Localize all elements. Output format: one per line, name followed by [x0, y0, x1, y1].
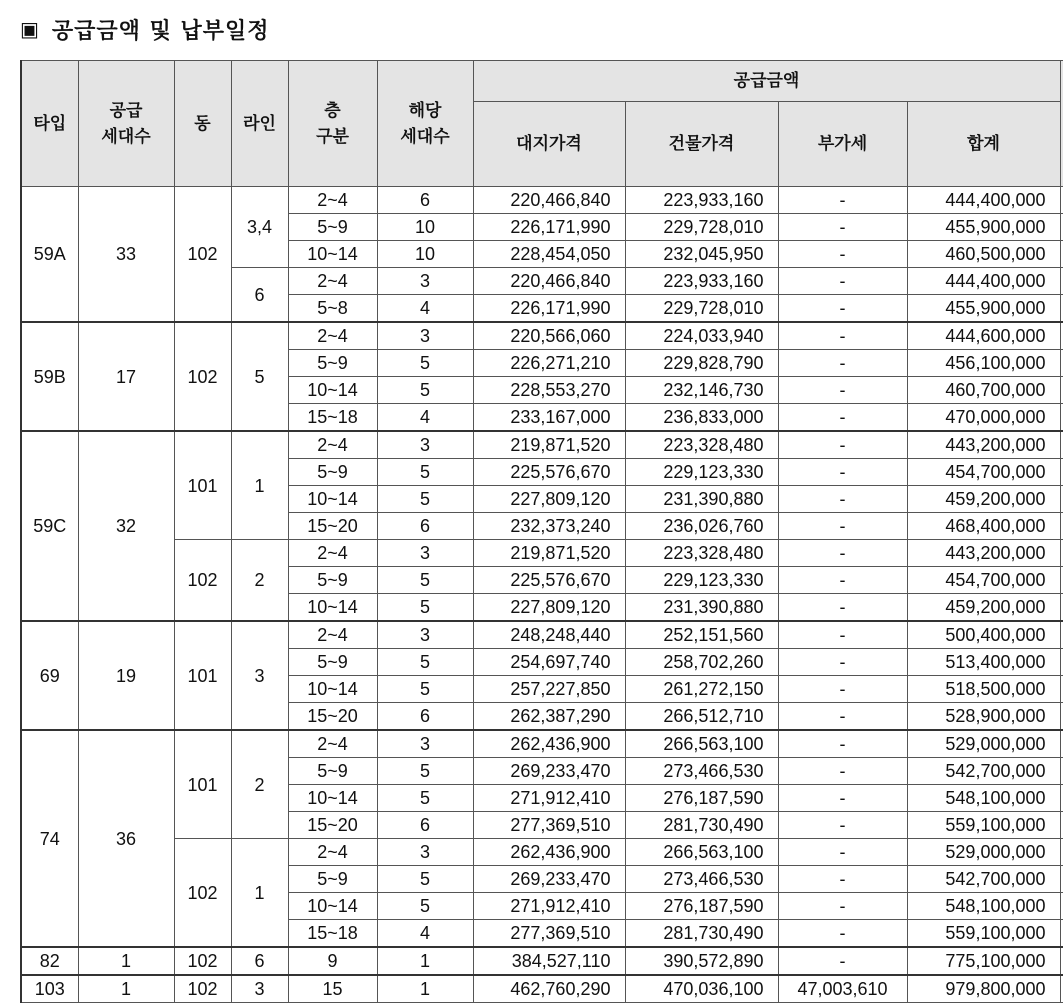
cell-land: 226,171,990 — [473, 295, 625, 323]
cell-households: 1 — [78, 947, 174, 975]
cell-units: 1 — [377, 947, 473, 975]
cell-bldg-price: 266,563,100 — [625, 839, 778, 866]
cell-vat: - — [778, 268, 907, 295]
cell-units: 5 — [377, 350, 473, 377]
cell-land: 227,809,120 — [473, 594, 625, 622]
cell-floor: 5~9 — [288, 567, 377, 594]
cell-floor: 15 — [288, 975, 377, 1003]
cell-units: 1 — [377, 975, 473, 1003]
cell-land: 257,227,850 — [473, 676, 625, 703]
cell-total: 548,100,000 — [907, 893, 1060, 920]
cell-type: 82 — [21, 947, 78, 975]
cell-vat: - — [778, 920, 907, 948]
table-row — [21, 975, 1063, 1003]
cell-total: 459,200,000 — [907, 594, 1060, 622]
cell-bldg-price: 276,187,590 — [625, 893, 778, 920]
cell-floor: 5~9 — [288, 459, 377, 486]
cell-bldg-price: 258,702,260 — [625, 649, 778, 676]
cell-floor: 15~20 — [288, 513, 377, 540]
cell-floor: 5~8 — [288, 295, 377, 323]
cell-vat: - — [778, 404, 907, 432]
cell-total: 444,400,000 — [907, 187, 1060, 214]
cell-land: 248,248,440 — [473, 621, 625, 649]
cell-line: 1 — [231, 839, 288, 948]
cell-land: 262,387,290 — [473, 703, 625, 731]
header-vat: 부가세 — [778, 102, 907, 187]
cell-bldg-price: 223,933,160 — [625, 268, 778, 295]
cell-vat: - — [778, 730, 907, 758]
cell-households: 32 — [78, 431, 174, 621]
cell-vat: - — [778, 241, 907, 268]
cell-land: 220,566,060 — [473, 322, 625, 350]
cell-total: 518,500,000 — [907, 676, 1060, 703]
header-building: 동 — [174, 61, 231, 187]
cell-floor: 10~14 — [288, 676, 377, 703]
cell-vat: - — [778, 567, 907, 594]
cell-units: 6 — [377, 703, 473, 731]
cell-vat: - — [778, 866, 907, 893]
cell-total: 542,700,000 — [907, 758, 1060, 785]
cell-units: 5 — [377, 893, 473, 920]
cell-units: 5 — [377, 567, 473, 594]
cell-bldg-price: 470,036,100 — [625, 975, 778, 1003]
cell-vat: - — [778, 187, 907, 214]
cell-bldg-price: 281,730,490 — [625, 920, 778, 948]
cell-bldg-price: 232,045,950 — [625, 241, 778, 268]
header-line: 라인 — [231, 61, 288, 187]
cell-floor: 5~9 — [288, 649, 377, 676]
cell-bldg-price: 231,390,880 — [625, 486, 778, 513]
cell-land: 277,369,510 — [473, 812, 625, 839]
cell-bldg-price: 224,033,940 — [625, 322, 778, 350]
header-units: 해당 세대수 — [377, 61, 473, 187]
cell-vat: - — [778, 676, 907, 703]
cell-land: 384,527,110 — [473, 947, 625, 975]
cell-vat: - — [778, 540, 907, 567]
cell-units: 5 — [377, 785, 473, 812]
cell-units: 6 — [377, 513, 473, 540]
cell-land: 219,871,520 — [473, 431, 625, 459]
cell-total: 528,900,000 — [907, 703, 1060, 731]
cell-type: 69 — [21, 621, 78, 730]
cell-floor: 10~14 — [288, 893, 377, 920]
cell-land: 254,697,740 — [473, 649, 625, 676]
cell-bldg-price: 390,572,890 — [625, 947, 778, 975]
cell-floor: 10~14 — [288, 377, 377, 404]
cell-bldg-price: 273,466,530 — [625, 758, 778, 785]
cell-bldg-price: 223,328,480 — [625, 540, 778, 567]
cell-units: 10 — [377, 241, 473, 268]
table-row — [21, 730, 1063, 758]
cell-total: 460,500,000 — [907, 241, 1060, 268]
cell-total: 542,700,000 — [907, 866, 1060, 893]
cell-bldg-price: 223,933,160 — [625, 187, 778, 214]
section-heading — [20, 12, 270, 46]
cell-vat: - — [778, 214, 907, 241]
cell-households: 17 — [78, 322, 174, 431]
cell-bldg-price: 232,146,730 — [625, 377, 778, 404]
header-bldg-price: 건물가격 — [625, 102, 778, 187]
cell-line: 1 — [231, 431, 288, 540]
cell-bldg-price: 281,730,490 — [625, 812, 778, 839]
cell-type: 103 — [21, 975, 78, 1003]
header-total: 합계 — [907, 102, 1060, 187]
cell-land: 271,912,410 — [473, 893, 625, 920]
cell-vat: - — [778, 513, 907, 540]
cell-bldg-price: 236,026,760 — [625, 513, 778, 540]
cell-households: 36 — [78, 730, 174, 947]
cell-units: 3 — [377, 730, 473, 758]
cell-building: 102 — [174, 187, 231, 323]
cell-units: 6 — [377, 187, 473, 214]
cell-land: 226,271,210 — [473, 350, 625, 377]
cell-bldg-price: 252,151,560 — [625, 621, 778, 649]
cell-households: 1 — [78, 975, 174, 1003]
cell-units: 3 — [377, 431, 473, 459]
cell-floor: 10~14 — [288, 241, 377, 268]
cell-units: 5 — [377, 866, 473, 893]
cell-total: 444,600,000 — [907, 322, 1060, 350]
cell-floor: 2~4 — [288, 839, 377, 866]
cell-units: 3 — [377, 268, 473, 295]
cell-bldg-price: 236,833,000 — [625, 404, 778, 432]
cell-bldg-price: 231,390,880 — [625, 594, 778, 622]
table-row — [21, 322, 1063, 350]
cell-total: 454,700,000 — [907, 459, 1060, 486]
cell-units: 4 — [377, 920, 473, 948]
cell-land: 228,454,050 — [473, 241, 625, 268]
cell-units: 5 — [377, 649, 473, 676]
cell-land: 277,369,510 — [473, 920, 625, 948]
cell-floor: 5~9 — [288, 214, 377, 241]
cell-land: 228,553,270 — [473, 377, 625, 404]
cell-land: 269,233,470 — [473, 866, 625, 893]
cell-line: 5 — [231, 322, 288, 431]
cell-total: 455,900,000 — [907, 214, 1060, 241]
cell-vat: - — [778, 486, 907, 513]
cell-vat: - — [778, 947, 907, 975]
cell-building: 102 — [174, 839, 231, 948]
cell-units: 5 — [377, 676, 473, 703]
table-row — [21, 621, 1063, 649]
cell-floor: 5~9 — [288, 758, 377, 785]
supply-price-table — [20, 60, 1063, 1003]
cell-land: 220,466,840 — [473, 187, 625, 214]
cell-land: 225,576,670 — [473, 567, 625, 594]
cell-floor: 15~20 — [288, 812, 377, 839]
cell-total: 443,200,000 — [907, 431, 1060, 459]
cell-type: 74 — [21, 730, 78, 947]
cell-floor: 2~4 — [288, 621, 377, 649]
cell-line: 3,4 — [231, 187, 288, 268]
cell-bldg-price: 261,272,150 — [625, 676, 778, 703]
cell-vat: - — [778, 621, 907, 649]
cell-total: 468,400,000 — [907, 513, 1060, 540]
cell-bldg-price: 266,512,710 — [625, 703, 778, 731]
cell-bldg-price: 229,728,010 — [625, 295, 778, 323]
section-title: 공급금액 및 납부일정 — [51, 18, 270, 44]
table-row — [21, 431, 1063, 459]
cell-bldg-price: 229,828,790 — [625, 350, 778, 377]
cell-units: 10 — [377, 214, 473, 241]
cell-building: 101 — [174, 431, 231, 540]
cell-bldg-price: 266,563,100 — [625, 730, 778, 758]
cell-building: 102 — [174, 322, 231, 431]
cell-floor: 2~4 — [288, 431, 377, 459]
cell-floor: 10~14 — [288, 785, 377, 812]
cell-line: 6 — [231, 947, 288, 975]
cell-land: 262,436,900 — [473, 839, 625, 866]
cell-land: 269,233,470 — [473, 758, 625, 785]
cell-land: 219,871,520 — [473, 540, 625, 567]
cell-total: 456,100,000 — [907, 350, 1060, 377]
cell-line: 3 — [231, 621, 288, 730]
cell-units: 4 — [377, 295, 473, 323]
cell-vat: - — [778, 594, 907, 622]
cell-bldg-price: 276,187,590 — [625, 785, 778, 812]
cell-floor: 2~4 — [288, 730, 377, 758]
cell-land: 262,436,900 — [473, 730, 625, 758]
cell-floor: 9 — [288, 947, 377, 975]
cell-total: 559,100,000 — [907, 812, 1060, 839]
cell-floor: 2~4 — [288, 268, 377, 295]
cell-land: 225,576,670 — [473, 459, 625, 486]
cell-line: 2 — [231, 540, 288, 622]
cell-floor: 10~14 — [288, 594, 377, 622]
cell-vat: - — [778, 322, 907, 350]
cell-bldg-price: 229,728,010 — [625, 214, 778, 241]
cell-vat: 47,003,610 — [778, 975, 907, 1003]
cell-total: 548,100,000 — [907, 785, 1060, 812]
cell-units: 6 — [377, 812, 473, 839]
cell-type: 59B — [21, 322, 78, 431]
cell-vat: - — [778, 431, 907, 459]
cell-vat: - — [778, 350, 907, 377]
header-supply: 공급금액 — [473, 61, 1060, 102]
cell-bldg-price: 223,328,480 — [625, 431, 778, 459]
cell-units: 3 — [377, 540, 473, 567]
cell-units: 5 — [377, 758, 473, 785]
cell-floor: 10~14 — [288, 486, 377, 513]
cell-total: 444,400,000 — [907, 268, 1060, 295]
header-floor: 층 구분 — [288, 61, 377, 187]
cell-units: 3 — [377, 839, 473, 866]
cell-total: 529,000,000 — [907, 839, 1060, 866]
cell-total: 443,200,000 — [907, 540, 1060, 567]
cell-bldg-price: 229,123,330 — [625, 567, 778, 594]
cell-floor: 5~9 — [288, 350, 377, 377]
cell-land: 462,760,290 — [473, 975, 625, 1003]
cell-building: 102 — [174, 540, 231, 622]
cell-total: 513,400,000 — [907, 649, 1060, 676]
cell-total: 979,800,000 — [907, 975, 1060, 1003]
cell-building: 102 — [174, 975, 231, 1003]
cell-land: 233,167,000 — [473, 404, 625, 432]
cell-type: 59A — [21, 187, 78, 323]
table-row — [21, 187, 1063, 214]
cell-building: 101 — [174, 730, 231, 839]
cell-line: 3 — [231, 975, 288, 1003]
cell-line: 6 — [231, 268, 288, 323]
cell-total: 559,100,000 — [907, 920, 1060, 948]
cell-total: 470,000,000 — [907, 404, 1060, 432]
table-row — [21, 540, 1063, 567]
cell-floor: 15~20 — [288, 703, 377, 731]
cell-households: 33 — [78, 187, 174, 323]
cell-units: 4 — [377, 404, 473, 432]
cell-units: 5 — [377, 459, 473, 486]
cell-vat: - — [778, 377, 907, 404]
cell-land: 227,809,120 — [473, 486, 625, 513]
cell-total: 775,100,000 — [907, 947, 1060, 975]
table-row — [21, 839, 1063, 866]
cell-units: 3 — [377, 621, 473, 649]
cell-total: 500,400,000 — [907, 621, 1060, 649]
square-bullet-icon: ▣ — [20, 17, 40, 41]
cell-type: 59C — [21, 431, 78, 621]
cell-households: 19 — [78, 621, 174, 730]
cell-units: 5 — [377, 486, 473, 513]
cell-units: 5 — [377, 594, 473, 622]
cell-units: 5 — [377, 377, 473, 404]
cell-total: 529,000,000 — [907, 730, 1060, 758]
cell-units: 3 — [377, 322, 473, 350]
cell-total: 455,900,000 — [907, 295, 1060, 323]
cell-building: 101 — [174, 621, 231, 730]
cell-total: 454,700,000 — [907, 567, 1060, 594]
cell-floor: 2~4 — [288, 540, 377, 567]
cell-bldg-price: 229,123,330 — [625, 459, 778, 486]
cell-vat: - — [778, 758, 907, 785]
cell-vat: - — [778, 785, 907, 812]
cell-vat: - — [778, 812, 907, 839]
cell-floor: 2~4 — [288, 187, 377, 214]
cell-floor: 15~18 — [288, 920, 377, 948]
header-households: 공급 세대수 — [78, 61, 174, 187]
cell-vat: - — [778, 893, 907, 920]
cell-land: 226,171,990 — [473, 214, 625, 241]
cell-total: 460,700,000 — [907, 377, 1060, 404]
cell-land: 271,912,410 — [473, 785, 625, 812]
cell-bldg-price: 273,466,530 — [625, 866, 778, 893]
cell-vat: - — [778, 649, 907, 676]
cell-vat: - — [778, 295, 907, 323]
cell-floor: 5~9 — [288, 866, 377, 893]
cell-building: 102 — [174, 947, 231, 975]
cell-floor: 15~18 — [288, 404, 377, 432]
cell-vat: - — [778, 703, 907, 731]
cell-land: 220,466,840 — [473, 268, 625, 295]
cell-vat: - — [778, 839, 907, 866]
header-land: 대지가격 — [473, 102, 625, 187]
cell-total: 459,200,000 — [907, 486, 1060, 513]
table-row — [21, 947, 1063, 975]
cell-floor: 2~4 — [288, 322, 377, 350]
cell-land: 232,373,240 — [473, 513, 625, 540]
header-type: 타입 — [21, 61, 78, 187]
cell-vat: - — [778, 459, 907, 486]
cell-line: 2 — [231, 730, 288, 839]
